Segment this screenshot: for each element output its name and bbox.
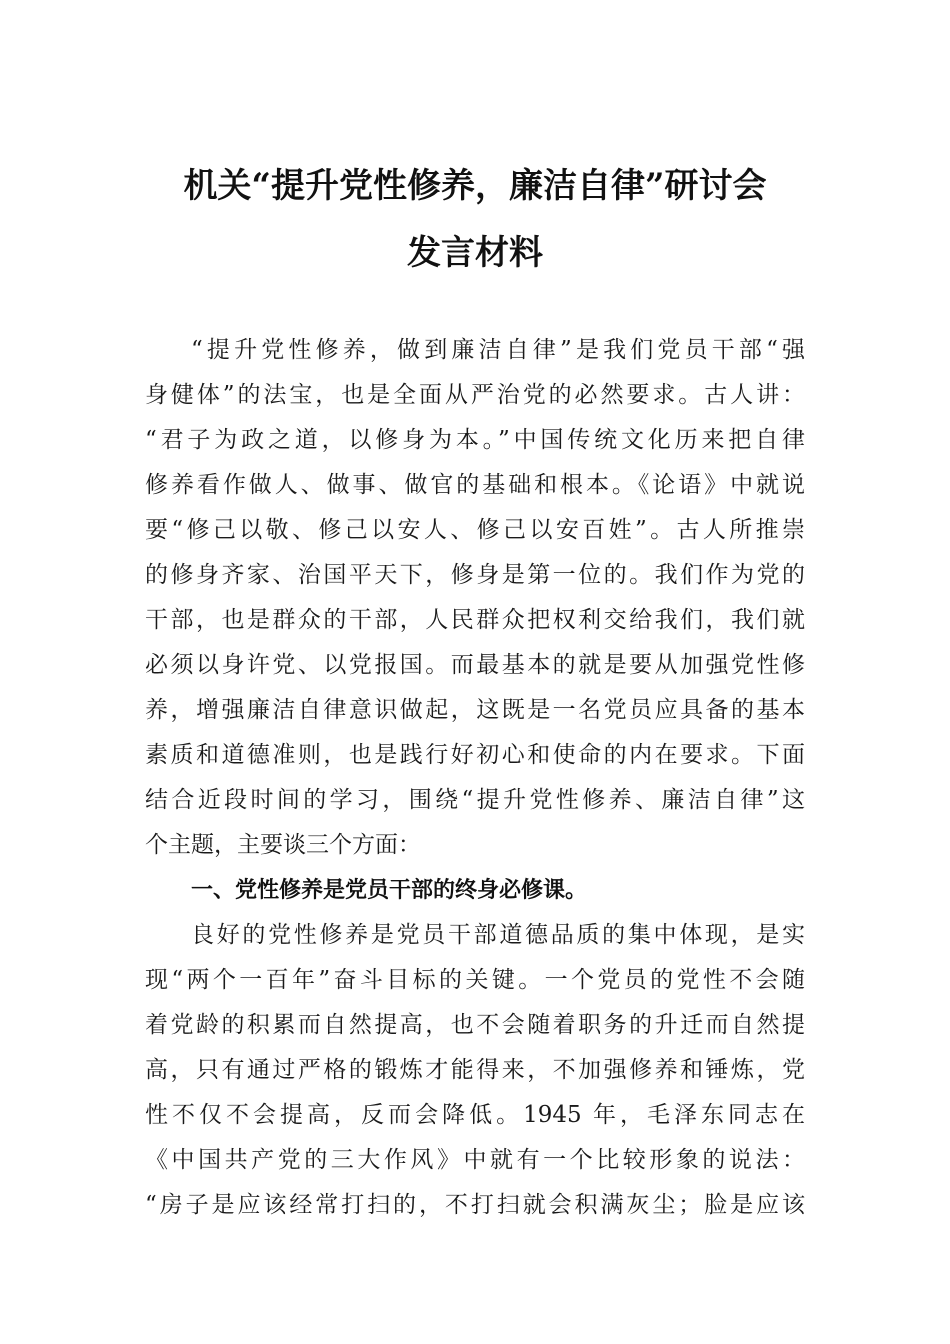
paragraph-line: 要“修己以敬、修己以安人、修己以安百姓”。古人所推崇	[145, 517, 805, 543]
paragraph-line: “提升党性修养，做到廉洁自律”是我们党员干部“强	[191, 337, 805, 363]
paragraph-line: 良好的党性修养是党员干部道德品质的集中体现，是实	[191, 922, 805, 948]
paragraph-line: 必须以身许党、以党报国。而最基本的就是要从加强党性修	[145, 652, 805, 678]
paragraph-line: 养，增强廉洁自律意识做起，这既是一名党员应具备的基本	[145, 697, 805, 723]
paragraph-line: 结合近段时间的学习，围绕“提升党性修养、廉洁自律”这	[145, 787, 805, 813]
paragraph-line: 《中国共产党的三大作风》中就有一个比较形象的说法：	[145, 1147, 805, 1173]
paragraph-line: 的修身齐家、治国平天下，修身是第一位的。我们作为党的	[145, 562, 805, 588]
paragraph-line: 高，只有通过严格的锻炼才能得来，不加强修养和锤炼，党	[145, 1057, 805, 1083]
document-title-line-1: 机关“提升党性修养，廉洁自律”研讨会	[183, 166, 767, 206]
paragraph-line: 现“两个一百年”奋斗目标的关键。一个党员的党性不会随	[145, 967, 805, 993]
paragraph-line: 身健体”的法宝，也是全面从严治党的必然要求。古人讲：	[145, 382, 805, 408]
paragraph-line: 修养看作做人、做事、做官的基础和根本。《论语》中就说	[145, 472, 805, 498]
paragraph-line: 着党龄的积累而自然提高，也不会随着职务的升迁而自然提	[145, 1012, 805, 1038]
paragraph-line: 个主题，主要谈三个方面：	[145, 832, 421, 858]
paragraph-line: 素质和道德准则，也是践行好初心和使命的内在要求。下面	[145, 742, 805, 768]
paragraph-line: 性不仅不会提高，反而会降低。1945 年，毛泽东同志在	[145, 1102, 805, 1128]
paragraph-line: “房子是应该经常打扫的，不打扫就会积满灰尘；脸是应该	[145, 1192, 805, 1218]
document-title-line-2: 发言材料	[407, 233, 543, 273]
paragraph-line: “君子为政之道，以修身为本。”中国传统文化历来把自律	[145, 427, 805, 453]
paragraph-line: 干部，也是群众的干部，人民群众把权利交给我们，我们就	[145, 607, 805, 633]
section-heading-1: 一、党性修养是党员干部的终身必修课。	[191, 878, 588, 903]
